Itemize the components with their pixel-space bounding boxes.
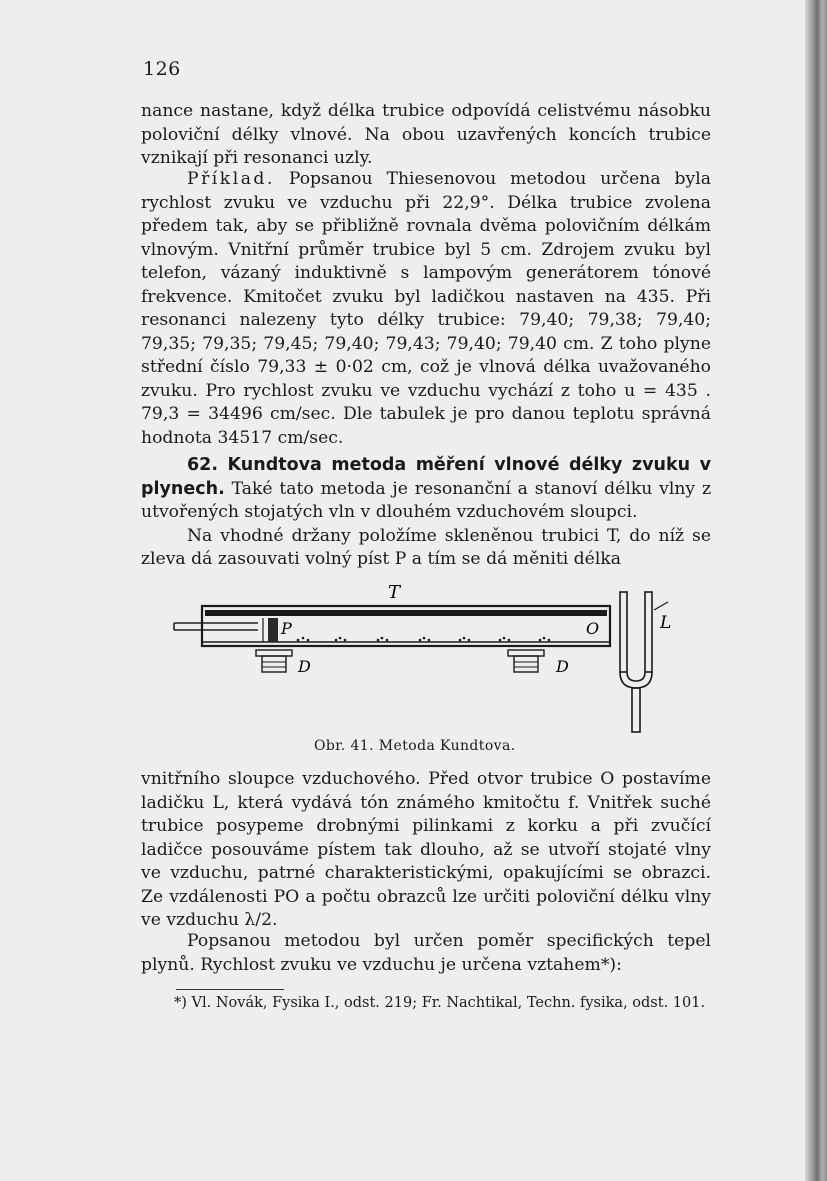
section-title: 62. Kundtova metoda měření vlnové délky zvuku v plynech. — [141, 455, 711, 499]
example-label: Příklad. — [187, 169, 275, 189]
paragraph-after-figure-text: vnitřního sloupce vzduchového. Před otvor trubice O postavíme ladičku L, která vydává tón známého kmitočtu f. Vnitřek suché trubice posypeme drobnými pilinkami z korku a při zvučící ladičce posouváme pístem tak dlouho, až se utvoří stojaté vlny ve vzduchu, patrné charakteristickými, opakujícími se obrazci. Ze vzdálenosti PO a počtu obrazců lze určiti poloviční délku vlny ve vzduchu λ/2. — [141, 769, 711, 930]
holder-left — [256, 650, 292, 672]
section-text: Také tato metoda je resonanční a stanoví délku vlny z utvořených stojatých vln v dlouhém vzduchovém sloupci. — [141, 478, 711, 522]
kundt-apparatus-diagram — [168, 580, 728, 740]
paragraph-1 — [141, 100, 711, 171]
section-paragraph: Na vhodné držany položíme skleněnou trubici T, do níž se zleva dá zasouvati volný píst P a tím se dá měniti délka — [141, 525, 711, 569]
paragraph-specific-heats-text: Popsanou metodou byl určen poměr specifických tepel plynů. Rychlost zvuku ve vzduchu je určena vztahem*): — [141, 931, 711, 975]
holder-right — [508, 650, 544, 672]
footnote-text: *) Vl. Novák, Fysika I., odst. 219; Fr. Nachtikal, Techn. fysika, odst. 101. — [174, 995, 706, 1011]
tuning-fork — [620, 592, 652, 732]
cork-dust-patterns — [297, 637, 551, 642]
paragraph-specific-heats — [141, 930, 711, 977]
figure-caption: Obr. 41. Metoda Kundtova. — [314, 738, 516, 754]
label-P: P — [281, 619, 292, 638]
paragraph-example — [141, 168, 711, 450]
label-L: L — [660, 613, 672, 633]
label-D-right: D — [556, 657, 569, 676]
label-T: T — [388, 582, 401, 603]
piston — [268, 618, 278, 642]
footnote-rule — [176, 989, 284, 990]
example-text: Popsanou Thiesenovou metodou určena byla rychlost zvuku ve vzduchu při 22,9°. Délka trubice zvolena předem tak, aby se přibližně rovnala dvěma polovičním délkám vlnovým. Vnitřní průměr trubice byl 5 cm. Zdrojem zvuku byl telefon, vázaný induktivně s lampovým generátorem tónové frekvence. Kmitočet zvuku byl ladičkou nastaven na 435. Při resonanci nalezeny tyto délky trubice: 79,40; 79,38; 79,40; 79,35; 79,35; 79,45; 79,40; 79,43; 79,40; 79,40 cm. Z toho plyne střední číslo 79,33 ± 0·02 cm, což je vlnová délka uvažovaného zvuku. Pro rychlost zvuku ve vzduchu vychází z toho u = 435 . 79,3 = 34496 cm/sec. Dle tabulek je pro danou teplotu správná hodnota 34517 cm/sec. — [141, 169, 711, 448]
label-O: O — [586, 619, 600, 638]
paragraph-after-figure — [141, 768, 711, 933]
section-intro — [141, 454, 711, 525]
page-edge — [805, 0, 827, 1181]
label-D-left: D — [298, 657, 311, 676]
footnote — [134, 993, 711, 1013]
page-number: 126 — [143, 58, 181, 80]
section-62 — [141, 454, 711, 572]
tube-wall-top — [205, 610, 607, 616]
paragraph-1-text: nance nastane, když délka trubice odpovídá celistvému násobku poloviční délky vlnové. Na obou uzavřených koncích trubice vznikají při resonanci uzly. — [141, 101, 711, 168]
kundt-figure — [168, 580, 728, 744]
example-text-container — [141, 168, 711, 450]
